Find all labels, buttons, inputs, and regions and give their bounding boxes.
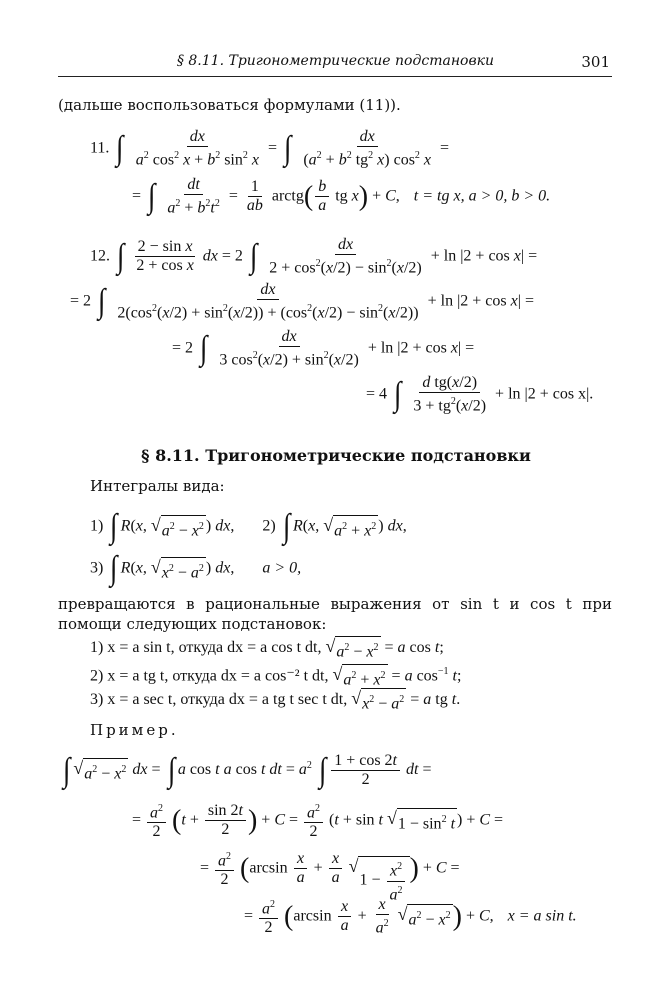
- page-number: 301: [581, 53, 610, 71]
- substitution-3: 3) x = a sec t, откуда dx = a tg t sec t dt, √ $x^2 - a^2$ = a tg t.: [90, 688, 461, 713]
- eq12-line4: = 4 ∫ $\frac{\text{d tg(x/2)}}{3 + tg^2(x/2)}$ + ln |2 + cos x|.: [366, 374, 594, 415]
- example-line3: = $\frac{a^2}{2}$ (arcsin $\frac{x}{a}$ + $\frac{x}{a}$ √ 1 − $\frac{x^2}{a^2}$ ) + C =: [200, 848, 460, 904]
- integrals-row-2: 3) ∫ R(x, √ $x^2 - a^2$ ) dx, a > 0,: [90, 550, 302, 587]
- item-3-label: 3): [90, 559, 104, 577]
- example-label: Пример.: [90, 721, 179, 739]
- eq12-line1: 12. ∫ $\frac{\text{2 − sin x}}{\text{2 + cos x}}$ dx = 2 ∫ $\frac{dx}{2 + \cos^2(x/2) - \sin^2(x/2)}$ + ln |2 + cos x| =: [90, 236, 538, 277]
- example-substitution: x = a sin t.: [507, 907, 577, 925]
- item-1-label: 1): [90, 517, 104, 535]
- eq12-label: 12.: [90, 247, 110, 265]
- example-line1: ∫ √ $a^2 - x^2$ dx = ∫ a cos t a cos t dt = $a^2$ ∫ $\frac{1 + \cos 2t}{2}$ dt =: [62, 751, 432, 789]
- transform-paragraph: превращаются в рациональные выражения от sin t и cos t при помощи следующих подстановок:: [58, 595, 612, 633]
- item-2-label: 2): [262, 517, 276, 535]
- eq12-line2: = 2 ∫ $\frac{dx}{2(\cos^2(x/2) + \sin^2(x/2)) + (\cos^2(x/2) - \sin^2(x/2))}$ + ln |2 + cos x| =: [70, 281, 534, 322]
- item-3-condition: a > 0,: [262, 559, 302, 577]
- substitution-1: 1) x = a sin t, откуда dx = a cos t dt, √ $a^2 - x^2$ = a cos t;: [90, 636, 444, 661]
- eq11-label: 11.: [90, 139, 110, 157]
- section-heading: § 8.11. Тригонометрические подстановки: [141, 446, 531, 465]
- substitution-2: 2) x = a tg t, откуда dx = a cos⁻² t dt, √ $a^2 + x^2$ = a $\cos^{-1} t$;: [90, 664, 462, 689]
- intro-line: (дальше воспользоваться формулами (11)).: [58, 96, 401, 114]
- running-title: § 8.11. Тригонометрические подстановки: [176, 53, 494, 69]
- running-header: [58, 50, 612, 77]
- substitution-1-text: 1) x = a sin t, откуда dx = a cos t dt,: [90, 639, 322, 656]
- integrals-row-1: 1) ∫ R(x, √ $a^2 - x^2$ ) dx, 2) ∫ R(x, √ $a^2 + x^2$ ) dx,: [90, 508, 407, 545]
- eq11-conditions: t = tg x, a > 0, b > 0.: [413, 187, 551, 205]
- substitution-3-text: 3) x = a sec t, откуда dx = a tg t sec t dt,: [90, 691, 348, 708]
- eq12-final: + ln |2 + cos x|.: [495, 385, 594, 403]
- example-line4: = $\frac{a^2}{2}$ (arcsin $\frac{x}{a}$ + $\frac{x}{a^2}$ √ $a^2 - x^2$ ) + C, x = a sin t.: [244, 896, 577, 937]
- example-line2: = $\frac{a^2}{2}$ (t + $\frac{\sin 2t}{2}$ ) + C = $\frac{a^2}{2}$ (t + sin t √ $1 - \sin^2 t$ ) + C =: [132, 800, 503, 841]
- integrals-intro: Интегралы вида:: [90, 477, 225, 495]
- eq12-line3: = 2 ∫ $\frac{dx}{3 \cos^2(x/2) + \sin^2(x/2)}$ + ln |2 + cos x| =: [172, 328, 475, 369]
- substitution-2-text: 2) x = a tg t, откуда dx = a cos⁻² t dt,: [90, 667, 329, 685]
- eq11-line1: 11. ∫ $\frac{dx}{a^2 \cos^2 x + b^2 \sin^2 x}$ = ∫ $\frac{dx}{(a^2 + b^2 tg^2 x) \cos^2 x}$ =: [90, 128, 450, 169]
- eq11-line2: = ∫ $\frac{dt}{a^2 + b^2t^2}$ = $\frac{1}{ab}$ arctg( $\frac{b}{a}$ tg x) + C, t = tg x, a > 0, b > 0.: [132, 176, 551, 217]
